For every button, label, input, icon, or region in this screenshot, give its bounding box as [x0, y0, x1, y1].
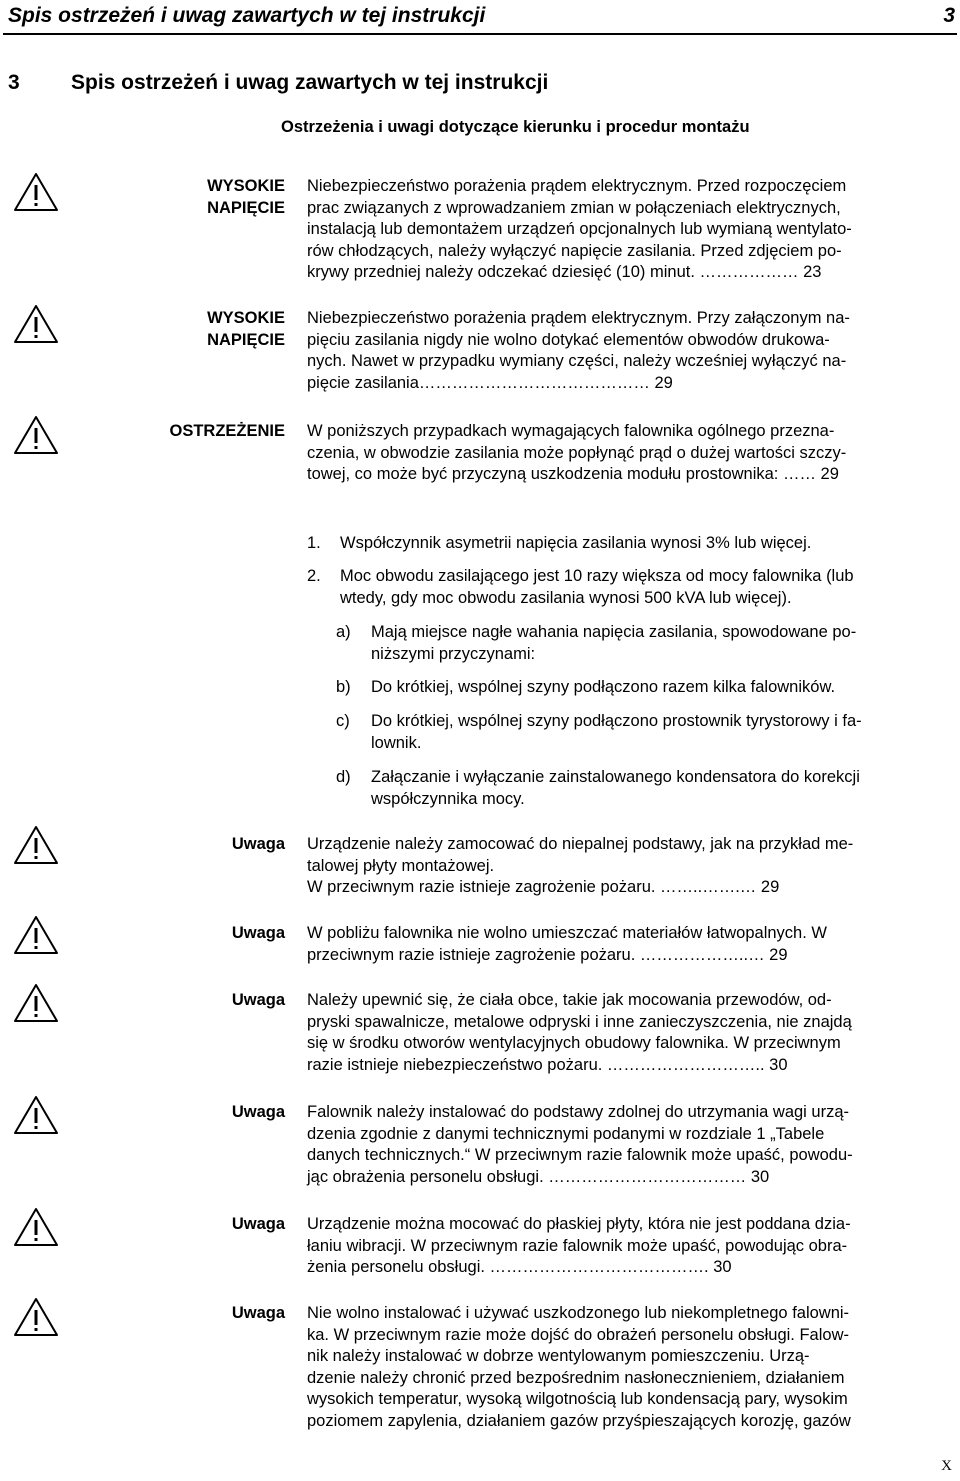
- warning-text: Niebezpieczeństwo porażenia prądem elektrycznym. Przy załączonym na- pięciu zasilania nigdy nie wolno dotykać elementów obwodów drukowa- nych. Nawet w przypadku wymiany części, należy wcześniej wyłączyć na- pięcie zasilania…………………………………… 29: [307, 309, 850, 392]
- note-text: Falownik należy instalować do podstawy zdolnej do utrzymania wagi urzą- dzenia zgodnie z danymi technicznymi podanymi w rozdziale 1 „Tabele danych technicznych.“ W przeciwnym razie falownik może upaść, powodu- jąc obrażenia personelu obsługi. ……………………………… 30: [307, 1103, 853, 1186]
- note-label: Uwaga: [231, 835, 285, 853]
- section-title: Spis ostrzeżeń i uwag zawartych w tej instrukcji: [71, 71, 549, 94]
- note-label: Uwaga: [231, 1103, 285, 1121]
- header-page-number: 3: [943, 4, 955, 27]
- note-text: Nie wolno instalować i używać uszkodzonego lub niekompletnego falowni- ka. W przeciwnym razie może dojść do obrażeń personelu obsługi. Falow- nik należy instalować w dobrze wentylowanym pomieszczeniu. Urzą- dzenie należy chronić przed bezpośrednim nasłonecznieniem, działaniem wysokich temperatur, wysoką wilgotnością lub kondensacją pary, wysokim poziomem zapylenia, działaniem gazów przyśpieszających korozję, gazów: [307, 1304, 851, 1430]
- note-label: Uwaga: [231, 1215, 285, 1233]
- note-text: Urządzenie można mocować do płaskiej płyty, która nie jest poddana dzia- łaniu wibracji. W przeciwnym razie falownik może upaść, powodując obra- żenia personelu obsługi. …………………………………. 30: [307, 1215, 851, 1276]
- warning-label: OSTRZEŻENIE: [169, 422, 285, 440]
- note-label: Uwaga: [231, 924, 285, 942]
- warning-text: Niebezpieczeństwo porażenia prądem elektrycznym. Przed rozpoczęciem prac związanych z wprowadzaniem zmian w połączeniach elektrycznych, instalacją lub demontażem urządzeń opcjonalnych lub wymianą wentylato- rów chłodzących, należy wyłączyć napięcie zasilania. Przed zdjęciem po- krywy przedniej należy odczekać dziesięć (10) minut. ……………… 23: [307, 177, 852, 281]
- note-text: Należy upewnić się, że ciała obce, takie jak mocowania przewodów, od- pryski spawalnicze, metalowe odpryski i inne zanieczyszczenia, nie znajdą się w środku otworów wentylacyjnych obudowy falownika. W przeciwnym razie istnieje niebezpieczeństwo pożaru. ……………………….. 30: [307, 991, 852, 1074]
- note-text: W pobliżu falownika nie wolno umieszczać materiałów łatwopalnych. W przeciwnym razie istnieje zagrożenie pożaru. ………………..… 29: [307, 924, 827, 964]
- page-header: [3, 0, 957, 35]
- note-label: Uwaga: [231, 991, 285, 1009]
- warning-label: WYSOKIE NAPIĘCIE: [207, 177, 285, 217]
- section-number: 3: [8, 71, 20, 94]
- subheading: Ostrzeżenia i uwagi dotyczące kierunku i procedur montażu: [281, 118, 750, 136]
- warning-label: WYSOKIE NAPIĘCIE: [207, 309, 285, 349]
- warning-text: W poniższych przypadkach wymagających falownika ogólnego przezna- czenia, w obwodzie zasilania może popłynąć prąd o dużej wartości szczy- towej, co może być przyczyną uszkodzenia modułu prostownika: …… 29: [307, 422, 847, 483]
- section-heading: [8, 71, 548, 95]
- footer-mark: X: [941, 1458, 952, 1474]
- note-text: Urządzenie należy zamocować do niepalnej podstawy, jak na przykład me- talowej płyty montażowej. W przeciwnym razie istnieje zagrożenie pożaru. ……..…….… 29: [307, 835, 854, 896]
- header-title: Spis ostrzeżeń i uwag zawartych w tej instrukcji: [8, 4, 486, 27]
- note-label: Uwaga: [231, 1304, 285, 1322]
